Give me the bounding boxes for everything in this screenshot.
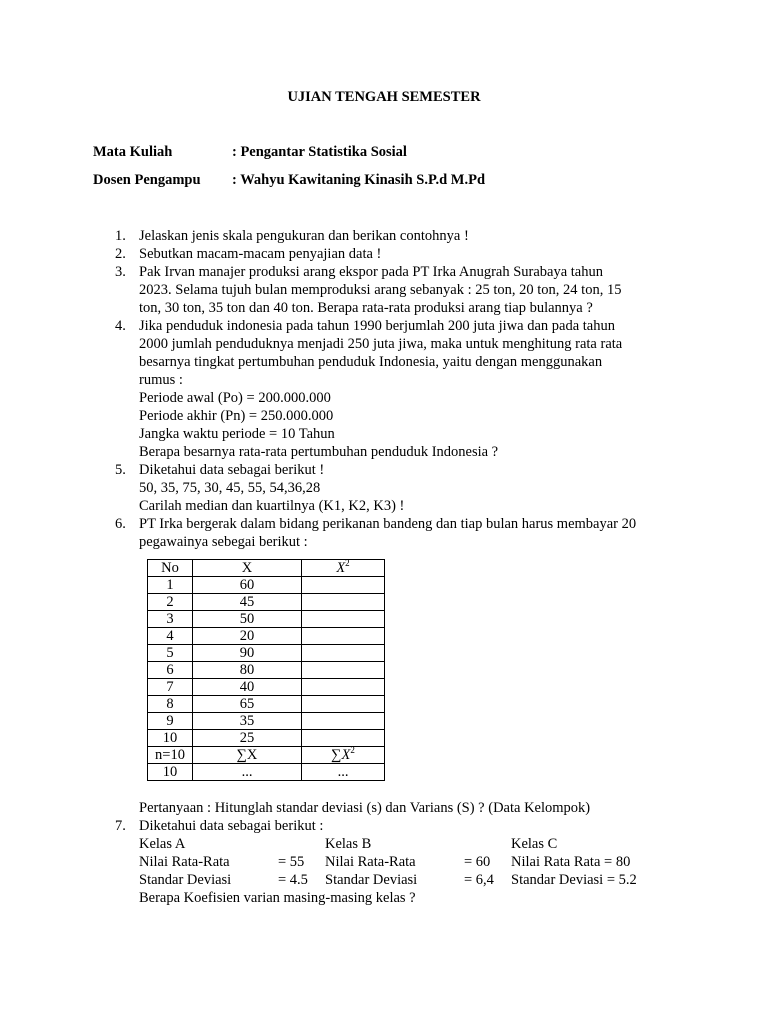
sum-symbol: ∑ [331, 747, 342, 763]
question-7 [115, 817, 675, 907]
cell-x: 90 [193, 645, 302, 662]
question-text: Carilah median dan kuartilnya (K1, K2, K3) ! [139, 498, 405, 514]
salary-table [147, 559, 385, 781]
question-text: Sebutkan macam-macam penyajian data ! [139, 246, 382, 262]
table-header-row [148, 560, 385, 577]
cell-x: 40 [193, 679, 302, 696]
class-comparison [139, 835, 679, 889]
cell-no: 9 [148, 713, 193, 730]
cell-x: 60 [193, 577, 302, 594]
question-text: Periode akhir (Pn) = 250.000.000 [139, 408, 334, 424]
cell-no: 6 [148, 662, 193, 679]
question-number: 7. [115, 818, 126, 834]
cell-x-squared [302, 594, 385, 611]
question-text: pegawainya sebegai berikut : [139, 534, 308, 550]
cell-no: 10 [148, 764, 193, 781]
course-label: Mata Kuliah [93, 144, 173, 160]
cell-x-squared [302, 611, 385, 628]
question-text: Jangka waktu periode = 10 Tahun [139, 426, 335, 442]
x-symbol: X [336, 560, 346, 576]
question-text: PT Irka bergerak dalam bidang perikanan bandeng dan tiap bulan harus membayar 20 [139, 516, 637, 532]
question-3 [115, 263, 675, 317]
question-number: 5. [115, 462, 126, 478]
question-number: 1. [115, 228, 126, 244]
cell-x: 50 [193, 611, 302, 628]
cell-x: 80 [193, 662, 302, 679]
question-text: Jelaskan jenis skala pengukuran dan berikan contohnya ! [139, 228, 469, 244]
table-row [148, 730, 385, 747]
cell-x-squared [302, 628, 385, 645]
cell-no: 4 [148, 628, 193, 645]
question-number: 4. [115, 318, 126, 334]
question-text: besarnya tingkat pertumbuhan penduduk Indonesia, yaitu dengan menggunakan [139, 354, 603, 370]
cell-no: 2 [148, 594, 193, 611]
table-row [148, 713, 385, 730]
class-a-sd-label: Standar Deviasi [139, 872, 232, 888]
question-text: 50, 35, 75, 30, 45, 55, 54,36,28 [139, 480, 321, 496]
question-text: Pak Irvan manajer produksi arang ekspor pada PT Irka Anugrah Surabaya tahun [139, 264, 603, 280]
question-number: 6. [115, 516, 126, 532]
question-text: Diketahui data sebagai berikut ! [139, 462, 325, 478]
cell-x-squared [302, 696, 385, 713]
lecturer-value: : Wahyu Kawitaning Kinasih S.P.d M.Pd [232, 172, 486, 188]
class-c-mean: Nilai Rata Rata = 80 [511, 854, 631, 870]
exponent: 2 [345, 558, 350, 569]
cell-no: 3 [148, 611, 193, 628]
question-text: Berapa Koefisien varian masing-masing kelas ? [139, 890, 416, 906]
table-row [148, 679, 385, 696]
cell-x: 45 [193, 594, 302, 611]
question-1 [115, 227, 675, 245]
table-row [148, 764, 385, 781]
class-c-sd: Standar Deviasi = 5.2 [511, 872, 637, 888]
table-row [148, 645, 385, 662]
question-text: Berapa besarnya rata-rata pertumbuhan penduduk Indonesia ? [139, 444, 499, 460]
cell-sum-x: ∑X [193, 747, 302, 764]
x-symbol: X [341, 747, 351, 763]
class-a-sd-value: = 4.5 [278, 872, 308, 888]
question-text: ton, 30 ton, 35 ton dan 40 ton. Berapa rata-rata produksi arang tiap bulannya ? [139, 300, 593, 316]
cell-x-squared [302, 679, 385, 696]
header-no: No [148, 560, 193, 577]
cell-x-squared [302, 645, 385, 662]
cell-no: 7 [148, 679, 193, 696]
class-a-mean-value: = 55 [278, 854, 305, 870]
cell-no: 5 [148, 645, 193, 662]
table-row [148, 611, 385, 628]
class-b-mean-label: Nilai Rata-Rata [325, 854, 416, 870]
question-text: rumus : [139, 372, 183, 388]
cell-x: 35 [193, 713, 302, 730]
question-2 [115, 245, 675, 263]
cell-x: 25 [193, 730, 302, 747]
cell-x-squared [302, 662, 385, 679]
header-x: X [193, 560, 302, 577]
class-b-mean-value: = 60 [464, 854, 491, 870]
cell-n: n=10 [148, 747, 193, 764]
question-text: Pertanyaan : Hitunglah standar deviasi (s) dan Varians (S) ? (Data Kelompok) [139, 800, 591, 816]
header-x-squared [302, 560, 385, 577]
cell-sum-x-squared [302, 747, 385, 764]
table-row [148, 628, 385, 645]
class-a-name: Kelas A [139, 836, 186, 852]
cell-x: ... [193, 764, 302, 781]
question-text: Diketahui data sebagai berikut : [139, 818, 324, 834]
question-text: Jika penduduk indonesia pada tahun 1990 berjumlah 200 juta jiwa dan pada tahun [139, 318, 615, 334]
question-6 [115, 515, 675, 817]
class-c-name: Kelas C [511, 836, 558, 852]
class-a-mean-label: Nilai Rata-Rata [139, 854, 230, 870]
exponent: 2 [350, 745, 355, 756]
question-number: 2. [115, 246, 126, 262]
table-row [148, 594, 385, 611]
exam-title: UJIAN TENGAH SEMESTER [287, 89, 481, 105]
cell-no: 8 [148, 696, 193, 713]
class-b-sd-value: = 6,4 [464, 872, 494, 888]
cell-no: 1 [148, 577, 193, 594]
table-sum-row [148, 747, 385, 764]
spacer [139, 781, 675, 799]
table-row [148, 696, 385, 713]
question-5 [115, 461, 675, 515]
cell-x-squared [302, 713, 385, 730]
class-b-name: Kelas B [325, 836, 372, 852]
question-list [115, 227, 675, 907]
class-b-sd-label: Standar Deviasi [325, 872, 418, 888]
course-value: : Pengantar Statistika Sosial [232, 144, 407, 160]
question-text: 2000 jumlah penduduknya menjadi 250 juta jiwa, maka untuk menghitung rata rata [139, 336, 623, 352]
cell-no: 10 [148, 730, 193, 747]
question-text: Periode awal (Po) = 200.000.000 [139, 390, 331, 406]
cell-x-squared [302, 577, 385, 594]
question-number: 3. [115, 264, 126, 280]
cell-x: 65 [193, 696, 302, 713]
table-row [148, 577, 385, 594]
cell-x: 20 [193, 628, 302, 645]
table-row [148, 662, 385, 679]
lecturer-label: Dosen Pengampu [93, 172, 201, 188]
question-4 [115, 317, 675, 461]
cell-x-squared: ... [302, 764, 385, 781]
question-text: 2023. Selama tujuh bulan memproduksi arang sebanyak : 25 ton, 20 ton, 24 ton, 15 [139, 282, 622, 298]
cell-x-squared [302, 730, 385, 747]
